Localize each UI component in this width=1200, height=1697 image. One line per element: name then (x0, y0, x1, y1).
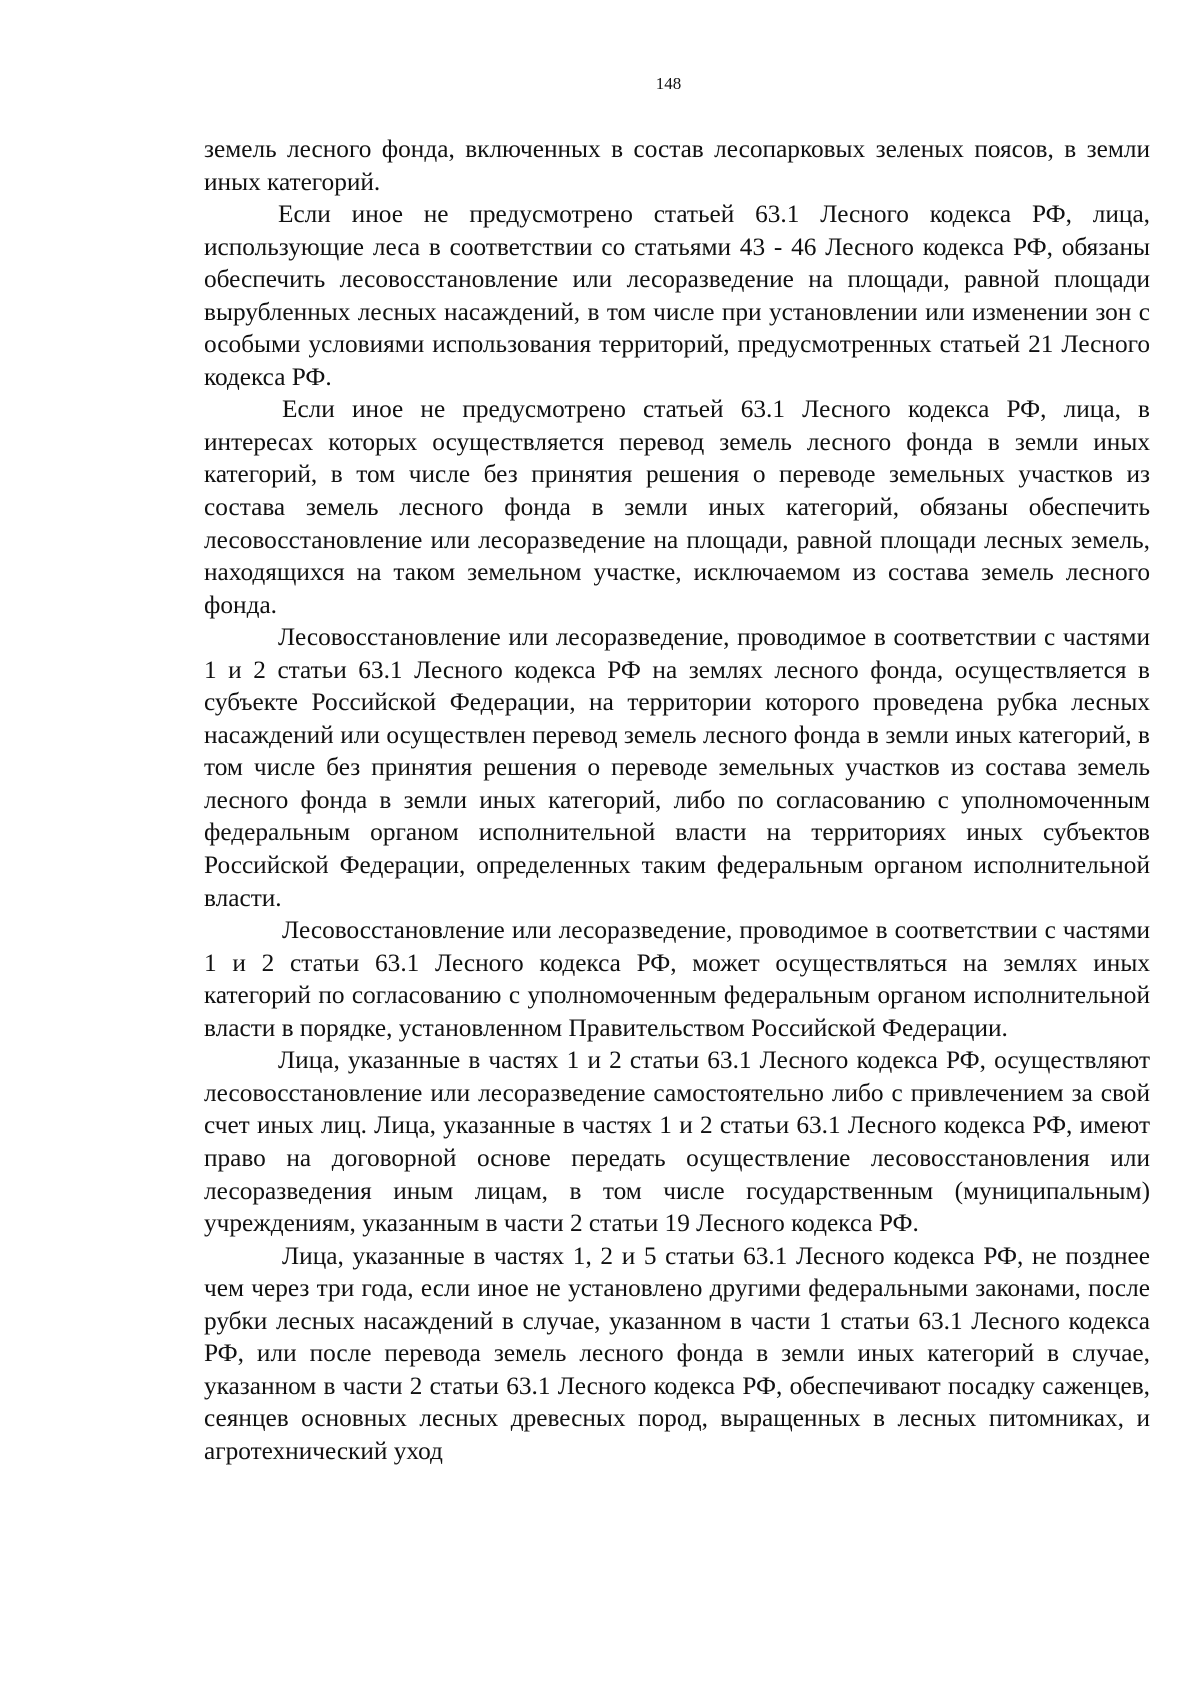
paragraph: земель лесного фонда, включенных в состав лесопарковых зеленых поясов, в земли иных категорий. (204, 135, 1150, 196)
paragraph: Лесовосстановление или лесоразведение, проводимое в соответствии с частями 1 и 2 статьи 63.1 Лесного кодекса РФ, может осуществляться на землях иных категорий по согласованию с уполномоченным федеральным органом исполнительной власти в порядке, установленном Правительством Российской Федерации. (204, 916, 1150, 1042)
page-number: 148 (655, 74, 682, 93)
body-text (204, 133, 1150, 1467)
paragraph: Лица, указанные в частях 1, 2 и 5 статьи 63.1 Лесного кодекса РФ, не позднее чем через три года, если иное не установлено другими федеральными законами, после рубки лесных насаждений в случае, указанном в части 1 статьи 63.1 Лесного кодекса РФ, или после перевода земель лесного фонда в земли иных категорий в случае, указанном в части 2 статьи 63.1 Лесного кодекса РФ, обеспечивают посадку саженцев, сеянцев основных лесных древесных пород, выращенных в лесных питомниках, и агротехнический уход (204, 1241, 1150, 1465)
paragraph: Лица, указанные в частях 1 и 2 статьи 63.1 Лесного кодекса РФ, осуществляют лесовосстановление или лесоразведение самостоятельно либо с привлечением за свой счет иных лиц. Лица, указанные в частях 1 и 2 статьи 63.1 Лесного кодекса РФ, имеют право на договорной основе передать осуществление лесовосстановления или лесоразведения иным лицам, в том числе государственным (муниципальным) учреждениям, указанным в части 2 статьи 19 Лесного кодекса РФ. (204, 1046, 1150, 1238)
paragraph: Если иное не предусмотрено статьей 63.1 Лесного кодекса РФ, лица, использующие леса в соответствии со статьями 43 - 46 Лесного кодекса РФ, обязаны обеспечить лесовосстановление или лесоразведение на площади, равной площади вырубленных лесных насаждений, в том числе при установлении или изменении зон с особыми условиями использования территорий, предусмотренных статьей 21 Лесного кодекса РФ. (204, 200, 1150, 391)
paragraph: Лесовосстановление или лесоразведение, проводимое в соответствии с частями 1 и 2 статьи 63.1 Лесного кодекса РФ на землях лесного фонда, осуществляется в субъекте Российской Федерации, на территории которого проведена рубка лесных насаждений или осуществлен перевод земель лесного фонда в земли иных категорий, в том числе без принятия решения о переводе земельных участков из состава земель лесного фонда в земли иных категорий, либо по согласованию с уполномоченным федеральным органом исполнительной власти на территориях иных субъектов Российской Федерации, определенных таким федеральным органом исполнительной власти. (204, 623, 1150, 912)
paragraph: Если иное не предусмотрено статьей 63.1 Лесного кодекса РФ, лица, в интересах которых осуществляется перевод земель лесного фонда в земли иных категорий, в том числе без принятия решения о переводе земельных участков из состава земель лесного фонда в земли иных категорий, обязаны обеспечить лесовосстановление или лесоразведение на площади, равной площади лесных земель, находящихся на таком земельном участке, исключаемом из состава земель лесного фонда. (204, 395, 1150, 619)
